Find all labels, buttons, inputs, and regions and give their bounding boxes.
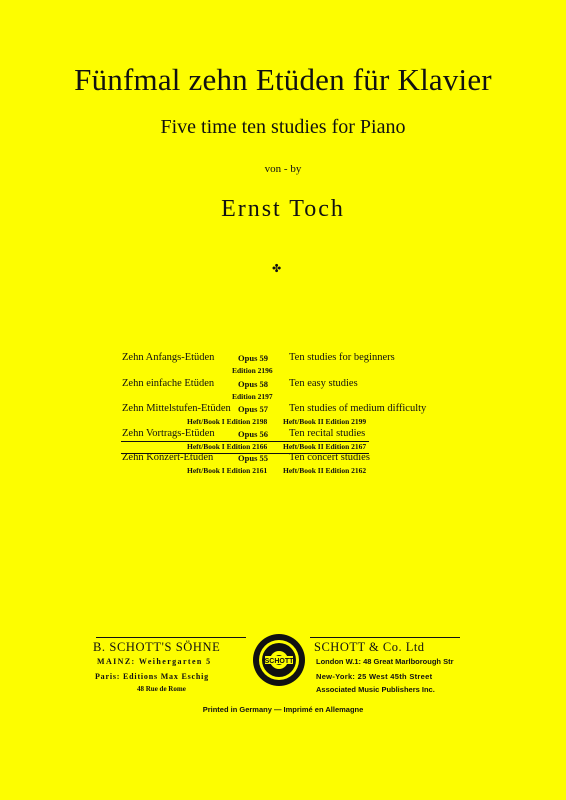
publisher-right-newyork: New-York: 25 West 45th Street	[316, 672, 433, 681]
publisher-left-paris-address: 48 Rue de Rome	[137, 685, 186, 693]
logo-text: SCHOTT	[264, 658, 294, 665]
work-opus: Opus 58	[238, 379, 268, 389]
work-english-title: Ten recital studies	[289, 428, 366, 439]
work-german-title: Zehn Mittelstufen-Etüden	[122, 403, 231, 414]
work-opus: Opus 55	[238, 453, 268, 463]
publisher-right-name: SCHOTT & Co. Ltd	[314, 640, 425, 654]
title: Fünfmal zehn Etüden für Klavier	[74, 62, 492, 97]
work-edition: Edition 2197	[232, 392, 273, 401]
publisher-left-paris: Paris: Editions Max Eschig	[95, 672, 209, 681]
rule-left	[96, 637, 246, 638]
work-german-title: Zehn Konzert-Etüden	[122, 452, 214, 463]
work-opus: Opus 57	[238, 404, 268, 414]
rule-right	[310, 637, 460, 638]
schott-logo-icon	[251, 632, 307, 688]
publisher-right-associated: Associated Music Publishers Inc.	[316, 685, 435, 694]
work-edition: Heft/Book II Edition 2162	[283, 466, 367, 475]
publisher-left-city: MAINZ: Weihergarten 5	[97, 657, 212, 666]
work-english-title: Ten easy studies	[289, 378, 358, 389]
publisher-left-name: B. SCHOTT'S SÖHNE	[93, 640, 221, 654]
work-opus: Opus 59	[238, 353, 268, 363]
composer-name: Ernst Toch	[221, 196, 345, 222]
work-edition: Heft/Book I Edition 2166	[187, 442, 268, 451]
printed-in: Printed in Germany — Imprimé en Allemagne	[202, 705, 364, 714]
work-english-title: Ten studies of medium difficulty	[289, 403, 427, 414]
work-edition: Heft/Book II Edition 2167	[283, 442, 367, 451]
work-english-title: Ten concert studies	[289, 452, 370, 463]
work-english-title: Ten studies for beginners	[289, 352, 395, 363]
work-edition: Heft/Book I Edition 2198	[187, 417, 268, 426]
work-german-title: Zehn einfache Etüden	[122, 378, 215, 389]
work-german-title: Zehn Anfangs-Etüden	[122, 352, 215, 363]
subtitle: Five time ten studies for Piano	[160, 116, 406, 138]
publisher-right-london: London W.1: 48 Great Marlborough Str	[316, 657, 454, 666]
work-edition: Heft/Book II Edition 2199	[283, 417, 367, 426]
ornament-icon: ✤	[272, 263, 282, 275]
work-german-title: Zehn Vortrags-Etüden	[122, 428, 215, 439]
work-edition: Edition 2196	[232, 366, 273, 375]
by-label: von - by	[264, 163, 302, 175]
work-opus: Opus 56	[238, 429, 268, 439]
work-edition: Heft/Book I Edition 2161	[187, 466, 268, 475]
